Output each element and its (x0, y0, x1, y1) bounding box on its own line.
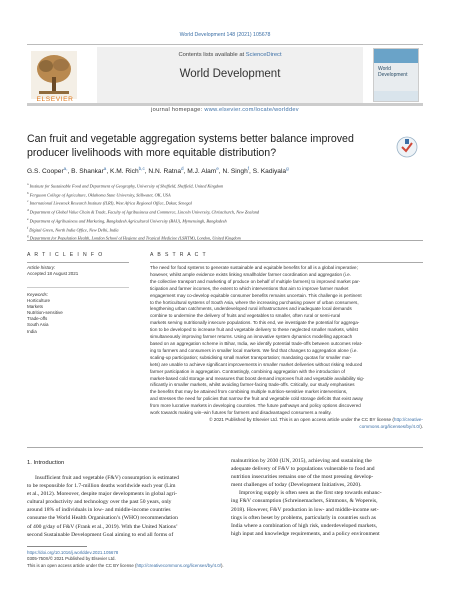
abstract-line: tion to be developed to increase fruit and vegetable delivery to these neglected smaller markets, whilst (150, 327, 358, 333)
keyword-item: Horticulture (27, 298, 51, 304)
body-text-line: to be responsible for 1.7-million deaths worldwide each year (Lim (27, 483, 176, 490)
abstract-line: scaling-up participation; subsidising small market transportation; mandating quotas for smaller mar- (150, 354, 352, 360)
contents-prefix: Contents lists available at (178, 52, 245, 58)
abstract-line: nificantly in smaller markets, whilst avoiding farmer-facing trade-offs. Critically, our study emphasises (150, 382, 355, 388)
abstract-body (150, 265, 423, 431)
keyword-list (27, 298, 129, 335)
affiliation-item: $^d$ Department of Global Value Chain & Trade, Faculty of Agribusiness and Commerce, Lincoln University, Christchurch, New Zealand (27, 208, 260, 215)
keyword-item: Markets (27, 304, 44, 310)
keywords-block (27, 292, 129, 335)
article-footer (27, 550, 287, 569)
body-text-line: cultural productivity and technology over the past 50 years, only (27, 499, 172, 506)
copyright-line: © 2021 Published by Elsevier Ltd. This is an open access article under the CC BY license (http://creative- commons.org/licenses/by/4.0/). (209, 416, 423, 429)
article-history (27, 265, 129, 277)
publisher-name: ELSEVIER (36, 96, 74, 103)
body-text-line: of 400 g/day of F&V (Frank et al., 2019). With the United Nations’ (27, 523, 178, 530)
abstract-line: work towards making win–win futures for farmers and disadvantaged consumers a reality. (150, 410, 332, 416)
journal-title: World Development (179, 68, 281, 80)
abstract-line: from more lucrative markets in developing countries. The future pathways and policy options discovered (150, 403, 361, 409)
abstract-line: markets serving nutritionally insecure populations. To this end, we investigate the potential for aggrega- (150, 320, 360, 326)
license-link-cont[interactable]: commons.org/licenses/by/4.0/ (359, 423, 421, 429)
author-name[interactable]: B. Shankar (71, 168, 104, 176)
author-list: G.S. Cooper$^{a,}$, B. Shankar$^a$, K.M. Rich$^{b,c}$, N.N. Ratna$^d$, M.J. Alam$^e$, N. Singh$^f$, S. Kadiyala$^g$ (27, 166, 289, 176)
affiliation-item: $^e$ Department of Agribusiness and Marketing, Bangladesh Agricultural University (BAU), Mymensingh, Bangladesh (27, 216, 227, 224)
abstract-line: the benefits that may be attained from combining multiple nutrition-sensitive market interventions, (150, 389, 348, 395)
divider (150, 262, 423, 263)
abstract-line: kets) are unable to achieve significant improvements in smaller market deliveries without risking reduced (150, 361, 363, 367)
divider (27, 240, 423, 241)
body-text-line: around 18% of individuals in low- and middle-income countries (27, 507, 171, 514)
abstract-line: ticipation and farmer incomes, the extent to which interventions that aim to improve farmer market (150, 285, 349, 291)
affiliation-item: $^b$ Ferguson College of Agriculture, Oklahoma State University, Stillwater, OK, USA (27, 190, 171, 198)
divider (27, 262, 129, 263)
section-heading-introduction: 1. Introduction (27, 460, 65, 466)
body-text-line: ing F&V consumption (Schreinemachers, Simmons, & Wopereis, (231, 498, 378, 505)
article-title-line-1: Can fruit and vegetable aggregation systems better balance improved (27, 133, 354, 145)
keyword-item: Nutrition-sensitive (27, 310, 63, 316)
elsevier-tree-logo (31, 51, 77, 99)
homepage-prefix: journal homepage: (151, 107, 203, 113)
abstract-text (150, 265, 423, 417)
abstract-line: farmer participation in aggregation. Contrastingly, combining aggregation with the introduction of (150, 368, 346, 374)
body-text-line: India where a combination of high risk, underdeveloped markets, (231, 522, 378, 529)
body-text-line: ment challenges of today (Development Initiatives, 2020). (231, 482, 362, 489)
divider (27, 447, 423, 448)
divider (27, 287, 129, 288)
affiliation-item: $^c$ International Livestock Research Institute (ILRI), West Africa Regional Office, Dakar, Senegal (27, 199, 192, 206)
body-text-line: consume the World Health Organisation’s (WHO) recommendation (27, 515, 178, 522)
article-title (27, 133, 367, 161)
body-text-line: adequate delivery of F&V to populations vulnerable to food and (231, 466, 375, 473)
author-affiliation-marker[interactable]: a (103, 166, 107, 171)
author-name[interactable]: S. Kadiyala (252, 168, 287, 176)
affiliation-list (27, 181, 423, 242)
abstract-line: combine to undermine the delivery of fruits and vegetables to smaller, often rural or semi-rural (150, 313, 341, 319)
intro-column-right (231, 457, 423, 538)
footer-license-link[interactable]: http://creativecommons.org/licenses/by/4.0/ (136, 562, 221, 568)
article-info-heading: A R T I C L E I N F O (27, 252, 104, 258)
intro-column-left (27, 474, 219, 539)
abstract-line: the collective transport and marketing of produce on behalf of multiple farmers) to improved market par- (150, 278, 361, 284)
license-link[interactable]: http://creative- (393, 416, 423, 422)
cover-title: World Development (378, 66, 408, 78)
contents-line (97, 52, 363, 58)
keyword-item: South Asia (27, 322, 49, 328)
sciencedirect-link[interactable]: ScienceDirect (245, 52, 282, 58)
journal-cover-thumbnail (373, 48, 419, 102)
abstract-line: simultaneously improving farmer returns. Using an innovative system dynamics modelling approach (150, 334, 353, 340)
author-affiliation-marker[interactable]: d (181, 166, 184, 171)
author-affiliation-marker[interactable]: a, (63, 166, 68, 171)
keywords-label: Keywords: (27, 292, 49, 297)
journal-reference[interactable]: World Development 148 (2021) 105678 (179, 32, 271, 38)
body-text-line: Insufficient fruit and vegetable (F&V) consumption is estimated (35, 475, 179, 481)
body-text-line: malnutrition by 2030 (UN, 2015), achieving and sustaining the (231, 458, 372, 464)
journal-masthead (27, 44, 423, 113)
body-text-line: Improving supply is often seen as the first step towards enhanc- (239, 490, 382, 497)
issn-line: 0305-750X/© 2021 Published by Elsevier Ltd. (27, 556, 116, 562)
history-label: Article history: (27, 265, 56, 270)
article-title-line-2: producer livelihoods with more equitable distribution? (27, 146, 277, 159)
abstract-line: based on an aggregation scheme in Bihar, India, we identify potential trade-offs between outcomes relat- (150, 340, 363, 346)
author-affiliation-marker[interactable]: b,c (138, 166, 145, 171)
author-name[interactable]: G.S. Cooper (27, 168, 64, 176)
body-text-line: second Sustainable Development Goal aiming to end all forms of (27, 531, 174, 538)
author-affiliation-marker[interactable]: f (247, 166, 250, 171)
author-name[interactable]: N. Singh (222, 168, 248, 176)
abstract-line: The need for food systems to generate sustainable and equitable benefits for all is a global imperative; (150, 265, 358, 270)
body-text-line: tings is often beset by problems, particularly in countries such as (231, 514, 376, 521)
footnote-rule (27, 546, 87, 547)
abstract-line: engagement may co-develop equitable consumer benefits remains uncertain. This challenge is pertinent (150, 292, 362, 298)
affiliation-item: $^f$ Digital Green, North India Office, New Delhi, India (27, 225, 119, 233)
author-name[interactable]: K.M. Rich (110, 168, 139, 176)
body-text-line: nutrition insecurities remains one of the most pressing develop- (231, 474, 374, 481)
body-text-line: 2018). However, F&V production in low- and middle-income set- (231, 506, 379, 513)
masthead-center-panel (97, 47, 363, 103)
keyword-item: India (27, 328, 37, 334)
crossmark-icon[interactable] (396, 136, 418, 158)
author-affiliation-marker[interactable]: g (286, 166, 289, 171)
open-access-line: This is an open access article under the CC BY license (http://creativecommons.org/licenses/by/4.0/). (27, 562, 224, 568)
doi-link[interactable]: https://doi.org/10.1016/j.worlddev.2021.105678 (27, 550, 119, 555)
author-affiliation-marker[interactable]: e (216, 166, 219, 171)
abstract-line: however, whilst ample evidence exists linking smallholder farmer coordination and aggregation (i.e. (150, 271, 351, 277)
homepage-link[interactable]: www.elsevier.com/locate/worlddev (204, 107, 299, 113)
affiliation-item: $^g$ Department for Population Health, London School of Hygiene and Tropical Medicine (LSHTM), London, United Kingdom (27, 234, 241, 241)
affiliation-item: $^a$ Institute for Sustainable Food and Department of Geography, University of Sheffield, Sheffield, United Kingdom (27, 182, 224, 189)
body-text-line: et al., 2012). Moreover, despite major developments in global agri- (27, 491, 177, 498)
abstract-line: to the horticultural systems of South Asia, where the increasing purchasing power of urban consumers, (150, 299, 359, 305)
abstract-line: and stresses the need for policies that narrow the fruit and vegetable cold storage deficits that exist away (150, 396, 363, 402)
author-name[interactable]: N.N. Ratna (148, 168, 182, 176)
body-text-line: high input and knowledge requirements, and a policy environment (231, 530, 380, 537)
abstract-heading: A B S T R A C T (150, 252, 207, 258)
abstract-line: market-based cold storage and measures that boost demand improves fruit and vegetable availability sig- (150, 375, 365, 381)
author-name[interactable]: M.J. Alam (187, 168, 217, 176)
keyword-item: Trade-offs (27, 316, 48, 322)
history-value: Accepted 18 August 2021 (27, 271, 79, 277)
abstract-line: lengthening urban catchments, underdeveloped rural infrastructures and inadequate local demands (150, 306, 352, 312)
copyright-text: © 2021 Published by Elsevier Ltd. This is an open access article under the CC BY license ( (209, 416, 394, 422)
journal-homepage-line (27, 107, 423, 113)
abstract-line: ing to farmers and consumers in smaller local markets. We find that changes to aggregation alone (i.e. (150, 347, 358, 353)
